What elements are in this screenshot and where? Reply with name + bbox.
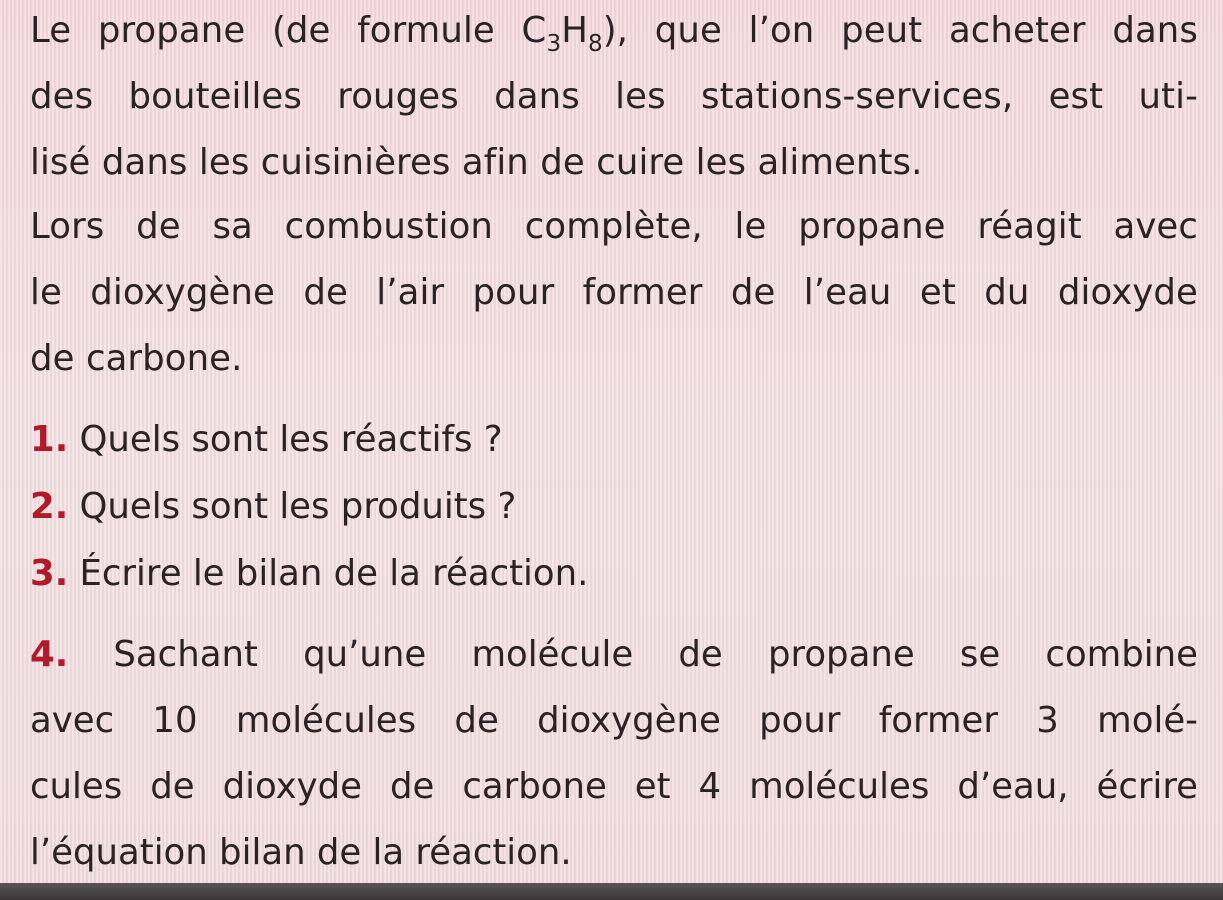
question-1 [30,407,1198,473]
bottom-edge-band [0,883,1223,900]
question-4-line-3: cules de dioxyde de carbone et 4 molécules d’eau, écrire [30,766,1198,807]
combustion-line-1: Lors de sa combustion complète, le propane réagit avec [30,206,1198,247]
formula-subscript-3: 3 [546,31,562,57]
question-3-number: 3. [30,553,69,594]
question-1-text: Quels sont les réactifs ? [68,419,503,460]
question-4-line-2: avec 10 molécules de dioxygène pour former 3 molé- [30,700,1198,741]
question-1-number: 1. [30,419,69,460]
combustion-line-2: le dioxygène de l’air pour former de l’eau et du dioxyde [30,272,1198,313]
question-3-text: Écrire le bilan de la réaction. [68,553,589,594]
question-4-line-4: l’équation bilan de la réaction. [30,832,572,873]
question-3 [30,541,1198,607]
question-4 [30,622,1198,886]
intro-line-3: lisé dans les cuisinières afin de cuire les aliments. [30,142,923,183]
question-2-number: 2. [30,486,69,527]
combustion-paragraph [30,194,1198,392]
question-4-text-1: Sachant qu’une molécule de propane se combine [68,634,1198,675]
intro-line-1 [30,0,1198,64]
intro-paragraph [30,0,1198,196]
intro-line-1-text-c: ), que l’on peut acheter dans [602,10,1198,51]
intro-line-1-text-b: H [561,10,588,51]
question-4-line-1 [30,622,1198,688]
intro-line-1-text-a: Le propane (de formule C [30,10,547,51]
formula-subscript-8: 8 [587,31,603,57]
question-2-text: Quels sont les produits ? [68,486,517,527]
question-4-number: 4. [30,634,69,675]
question-2 [30,474,1198,540]
combustion-line-3: de carbone. [30,338,243,379]
intro-line-2: des bouteilles rouges dans les stations-services, est uti- [30,76,1198,117]
